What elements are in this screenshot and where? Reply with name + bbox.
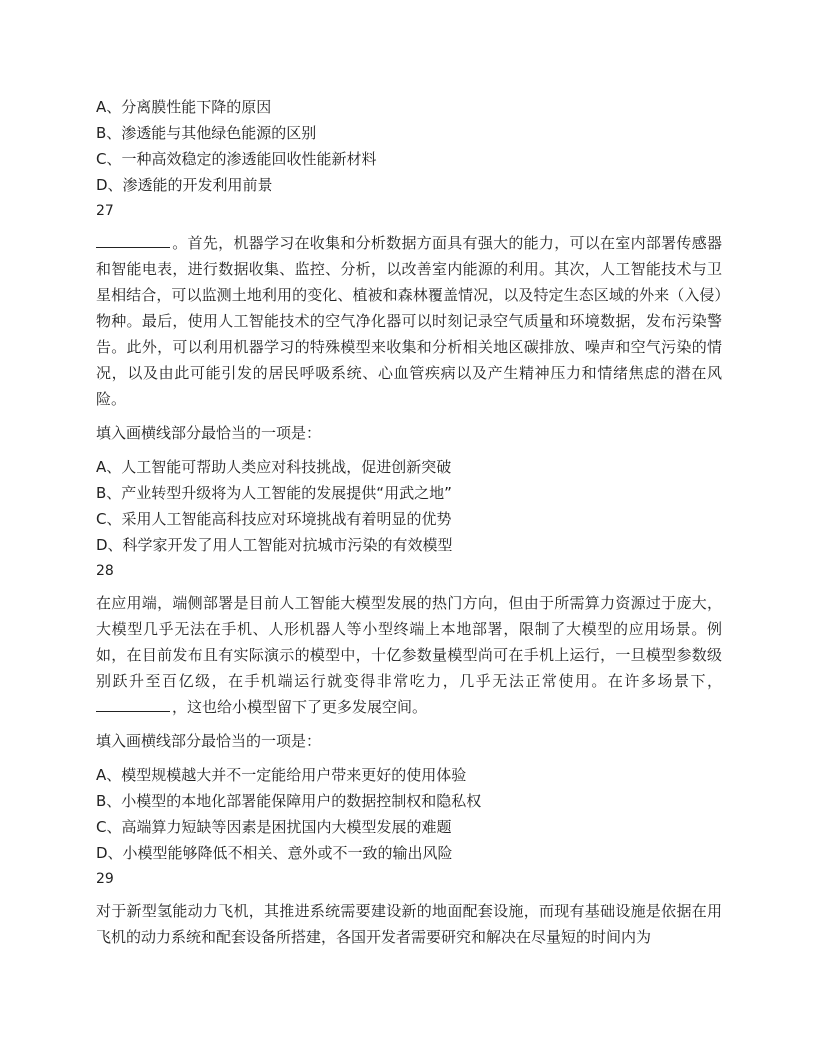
q28-option-a: A、模型规模越大并不一定能给用户带来更好的使用体验 [96,766,467,784]
fill-blank [96,231,170,248]
q28-option-d: D、小模型能够降低不相关、意外或不一致的输出风险 [96,844,453,862]
q27-option-c: C、采用人工智能高科技应对环境挑战有着明显的优势 [96,510,452,528]
q29-passage: 对于新型氢能动力飞机，其推进系统需要建设新的地面配套设施，而现有基础设施是依据在用飞机的动力系统和配套设备所搭建，各国开发者需要研究和解决在尽量短的时间内为 [96,902,722,946]
question-number-28: 28 [96,563,114,579]
q27-passage [96,230,722,412]
q27-option-a: A、人工智能可帮助人类应对科技挑战，促进创新突破 [96,458,452,476]
q27-option-d: D、科学家开发了用人工智能对抗城市污染的有效模型 [96,536,453,554]
q26-option-d: D、渗透能的开发利用前景 [96,176,273,194]
q28-option-b: B、小模型的本地化部署能保障用户的数据控制权和隐私权 [96,792,482,810]
q28-passage-text-after: ，这也给小模型留下了更多发展空间。 [172,698,428,716]
q28-passage-text-before: 在应用端，端侧部署是目前人工智能大模型发展的热门方向，但由于所需算力资源过于庞大，大模型几乎无法在手机、人形机器人等小型终端上本地部署，限制了大模型的应用场景。例如，在目前发布且有实际演示的模型中，十亿参数量模型尚可在手机上运行，一旦模型参数级别跃升至百亿级，在手机端运行就变得非常吃力，几乎无法正常使用。在许多场景下， [96,594,722,690]
q28-prompt: 填入画横线部分最恰当的一项是： [96,732,322,750]
q26-option-b: B、渗透能与其他绿色能源的区别 [96,124,317,142]
document-page [96,94,722,950]
q28-option-c: C、高端算力短缺等因素是困扰国内大模型发展的难题 [96,818,452,836]
q27-passage-text: 。首先，机器学习在收集和分析数据方面具有强大的能力，可以在室内部署传感器和智能电表，进行数据收集、监控、分析，以改善室内能源的利用。其次，人工智能技术与卫星相结合，可以监测土地利用的变化、植被和森林覆盖情况，以及特定生态区域的外来（入侵）物种。最后，使用人工智能技术的空气净化器可以时刻记录空气质量和环境数据，发布污染警告。此外，可以利用机器学习的特殊模型来收集和分析相关地区碳排放、噪声和空气污染的情况，以及由此可能引发的居民呼吸系统、心血管疾病以及产生精神压力和情绪焦虑的潜在风险。 [96,234,722,408]
fill-blank [96,695,170,712]
q27-options [96,454,722,558]
q27-prompt: 填入画横线部分最恰当的一项是： [96,424,322,442]
q26-option-c: C、一种高效稳定的渗透能回收性能新材料 [96,150,377,168]
q28-passage [96,590,722,720]
q28-options [96,762,722,866]
q26-option-a: A、分离膜性能下降的原因 [96,98,272,116]
q26-options [96,94,722,198]
q27-option-b: B、产业转型升级将为人工智能的发展提供“用武之地” [96,484,452,502]
question-number-29: 29 [96,871,114,887]
question-number-27: 27 [96,203,114,219]
